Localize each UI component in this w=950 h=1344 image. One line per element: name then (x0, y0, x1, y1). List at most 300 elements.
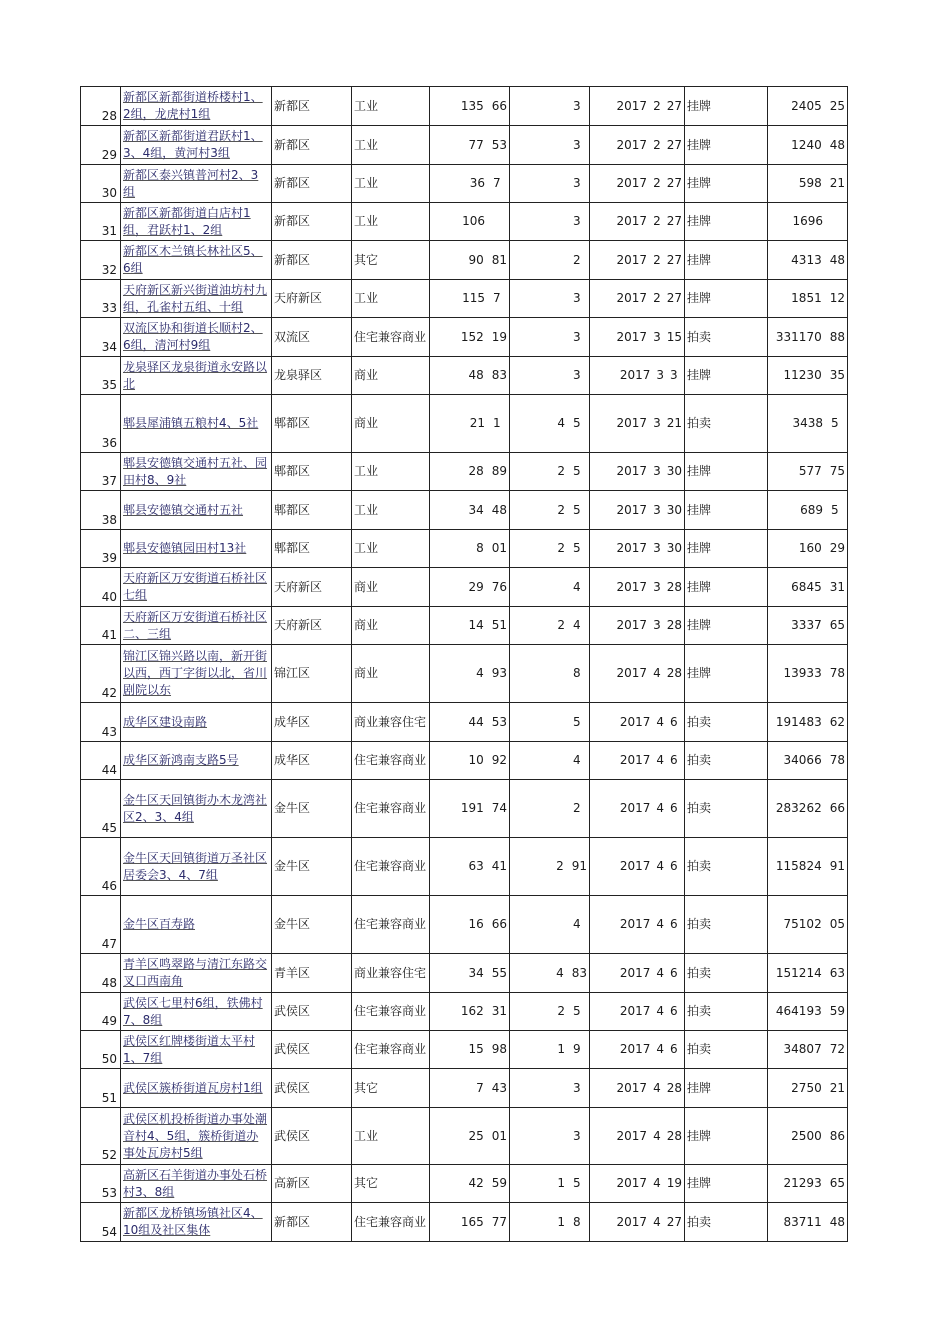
date-day: 27 (666, 137, 682, 152)
plot-ratio-integer: 4 (556, 965, 564, 980)
parcel-location-link[interactable]: 武侯区红牌楼街道太平村1、7组 (121, 1031, 272, 1069)
district-cell: 金牛区 (272, 838, 352, 896)
plot-ratio-fraction: 4 (573, 753, 581, 767)
plot-ratio-fraction: 5 (573, 714, 581, 729)
area-integer: 77 (468, 137, 484, 152)
area-fraction: 66 (491, 98, 507, 113)
area-integer: 21 (469, 416, 485, 430)
date-month: 4 (656, 859, 664, 873)
date-day: 6 (670, 965, 678, 980)
row-number: 47 (81, 896, 121, 954)
table-row (81, 568, 848, 607)
price-fraction: 66 (829, 801, 845, 815)
land-use-cell: 住宅兼容商业 (352, 1031, 430, 1069)
area-fraction: 01 (491, 1128, 507, 1143)
price-integer: 191483 (775, 714, 822, 729)
plot-ratio-integer: 2 (556, 859, 564, 873)
date-day: 6 (670, 917, 678, 931)
parcel-location-link[interactable]: 郫县安德镇交通村五社、园田村8、9社 (121, 453, 272, 491)
row-number: 38 (81, 491, 121, 530)
transfer-mode-cell: 挂牌 (685, 530, 768, 568)
date-month: 3 (653, 541, 661, 555)
parcel-location-link[interactable]: 龙泉驿区龙泉街道永安路以北 (121, 357, 272, 395)
date-month: 2 (653, 98, 661, 113)
area-fraction: 53 (491, 137, 507, 152)
date-month: 3 (653, 579, 661, 594)
parcel-location-link[interactable]: 新都区木兰镇长林社区5、6组 (121, 241, 272, 280)
date-cell (590, 530, 685, 568)
land-use-cell: 商业 (352, 357, 430, 395)
area-cell (430, 896, 510, 954)
date-cell (590, 241, 685, 280)
price-cell (768, 954, 848, 993)
date-cell (590, 838, 685, 896)
date-day: 30 (666, 541, 682, 555)
district-cell: 双流区 (272, 318, 352, 357)
parcel-location-link[interactable]: 青羊区鸣翠路与清江东路交叉口西南角 (121, 954, 272, 993)
date-day: 3 (670, 368, 678, 382)
date-day: 19 (666, 1176, 682, 1190)
plot-ratio-integer: 1 (557, 1176, 565, 1190)
plot-ratio-fraction: 8 (573, 1214, 581, 1229)
area-cell (430, 568, 510, 607)
parcel-location-link[interactable]: 新都区新都街道君跃村1、3、4组，黄河村3组 (121, 126, 272, 165)
date-cell (590, 607, 685, 645)
area-integer: 7 (476, 1080, 484, 1095)
area-integer: 90 (468, 252, 484, 267)
parcel-location-link[interactable]: 武侯区簇桥街道瓦房村1组 (121, 1069, 272, 1108)
price-fraction: 21 (829, 1080, 845, 1095)
plot-ratio-fraction: 91 (571, 859, 587, 873)
date-month: 4 (656, 1004, 664, 1018)
price-cell (768, 568, 848, 607)
area-integer: 152 (460, 329, 484, 344)
date-year: 2017 (616, 98, 648, 113)
plot-ratio-cell (510, 993, 590, 1031)
plot-ratio-cell (510, 530, 590, 568)
date-cell (590, 742, 685, 780)
parcel-location-link[interactable]: 金牛区天回镇街办木龙湾社区2、3、4组 (121, 780, 272, 838)
plot-ratio-cell (510, 126, 590, 165)
parcel-location-link[interactable]: 成华区建设南路 (121, 703, 272, 742)
table-row (81, 607, 848, 645)
area-integer: 8 (476, 541, 484, 555)
price-cell (768, 203, 848, 241)
plot-ratio-cell (510, 838, 590, 896)
price-integer: 160 (798, 541, 822, 555)
row-number: 39 (81, 530, 121, 568)
district-cell: 郫都区 (272, 453, 352, 491)
plot-ratio-fraction: 8 (573, 666, 581, 680)
row-number: 42 (81, 645, 121, 703)
price-cell (768, 742, 848, 780)
parcel-location-link[interactable]: 新都区泰兴镇普河村2、3组 (121, 165, 272, 203)
plot-ratio-cell (510, 645, 590, 703)
row-number: 31 (81, 203, 121, 241)
area-fraction: 83 (491, 368, 507, 382)
district-cell: 高新区 (272, 1165, 352, 1203)
parcel-location-link[interactable]: 锦江区锦兴路以南，新开街以西，西丁字街以北，省川剧院以东 (121, 645, 272, 703)
table-row (81, 780, 848, 838)
plot-ratio-fraction: 5 (573, 502, 581, 517)
plot-ratio-integer: 2 (557, 618, 565, 632)
district-cell: 新都区 (272, 165, 352, 203)
plot-ratio-fraction: 3 (573, 214, 581, 228)
parcel-location-link[interactable]: 金牛区天回镇街道万圣社区居委会3、4、7组 (121, 838, 272, 896)
land-use-cell: 工业 (352, 1108, 430, 1165)
parcel-location-link[interactable]: 天府新区万安街道石桥社区七组 (121, 568, 272, 607)
price-cell (768, 126, 848, 165)
area-cell (430, 318, 510, 357)
table-row (81, 1031, 848, 1069)
date-month: 2 (653, 252, 661, 267)
district-cell: 龙泉驿区 (272, 357, 352, 395)
plot-ratio-cell (510, 241, 590, 280)
plot-ratio-fraction: 2 (573, 252, 581, 267)
date-year: 2017 (616, 618, 648, 632)
date-day: 27 (666, 176, 682, 190)
price-integer: 115824 (775, 859, 822, 873)
price-cell (768, 491, 848, 530)
price-fraction: 91 (829, 859, 845, 873)
date-month: 3 (653, 502, 661, 517)
area-cell (430, 357, 510, 395)
area-cell (430, 1203, 510, 1242)
date-day: 30 (666, 464, 682, 478)
transfer-mode-cell: 拍卖 (685, 395, 768, 453)
parcel-location-link[interactable]: 成华区新鸿南支路5号 (121, 742, 272, 780)
table-row (81, 395, 848, 453)
land-use-cell: 其它 (352, 1165, 430, 1203)
table-row (81, 530, 848, 568)
row-number: 29 (81, 126, 121, 165)
parcel-location-link[interactable]: 郫县安德镇交通村五社 (121, 491, 272, 530)
price-cell (768, 1031, 848, 1069)
district-cell: 新都区 (272, 203, 352, 241)
date-year: 2017 (616, 137, 648, 152)
date-month: 4 (656, 1042, 664, 1056)
date-day: 15 (666, 329, 682, 344)
parcel-location-link[interactable]: 高新区石羊街道办事处石桥村3、8组 (121, 1165, 272, 1203)
row-number: 28 (81, 87, 121, 126)
date-year: 2017 (619, 1004, 651, 1018)
row-number: 36 (81, 395, 121, 453)
land-use-cell: 住宅兼容商业 (352, 742, 430, 780)
row-number: 54 (81, 1203, 121, 1242)
price-cell (768, 838, 848, 896)
parcel-location-link[interactable]: 新都区新都街道桥楼村1、2组，龙虎村1组 (121, 87, 272, 126)
table-row (81, 703, 848, 742)
price-cell (768, 280, 848, 318)
row-number: 44 (81, 742, 121, 780)
area-fraction: 7 (493, 291, 501, 305)
price-integer: 34807 (783, 1042, 822, 1056)
land-use-cell: 工业 (352, 530, 430, 568)
price-fraction: 86 (829, 1128, 845, 1143)
table-row (81, 954, 848, 993)
date-day: 27 (666, 214, 682, 228)
parcel-location-link[interactable]: 郫县安德镇园田村13社 (121, 530, 272, 568)
transfer-mode-cell: 挂牌 (685, 126, 768, 165)
price-integer: 464193 (775, 1004, 822, 1018)
transfer-mode-cell: 拍卖 (685, 703, 768, 742)
land-use-cell: 住宅兼容商业 (352, 318, 430, 357)
price-fraction: 5 (831, 502, 839, 517)
date-month: 4 (653, 666, 661, 680)
price-integer: 34066 (783, 753, 822, 767)
area-cell (430, 1031, 510, 1069)
price-fraction (831, 213, 845, 230)
transfer-mode-cell: 拍卖 (685, 954, 768, 993)
price-integer: 83711 (783, 1214, 822, 1229)
price-fraction: 12 (829, 291, 845, 305)
land-use-cell: 住宅兼容商业 (352, 1203, 430, 1242)
price-fraction: 78 (829, 666, 845, 680)
district-cell: 青羊区 (272, 954, 352, 993)
area-fraction: 43 (491, 1080, 507, 1095)
plot-ratio-cell (510, 165, 590, 203)
price-fraction: 48 (829, 1214, 845, 1229)
area-fraction: 74 (491, 801, 507, 815)
date-month: 2 (653, 137, 661, 152)
area-cell (430, 280, 510, 318)
date-day: 27 (666, 98, 682, 113)
district-cell: 新都区 (272, 241, 352, 280)
transfer-mode-cell: 挂牌 (685, 645, 768, 703)
area-cell (430, 954, 510, 993)
plot-ratio-cell (510, 87, 590, 126)
date-year: 2017 (616, 176, 648, 190)
area-cell (430, 780, 510, 838)
area-integer: 106 (462, 214, 485, 228)
plot-ratio-cell (510, 1069, 590, 1108)
area-cell (430, 607, 510, 645)
transfer-mode-cell: 挂牌 (685, 87, 768, 126)
area-integer: 16 (468, 917, 484, 931)
date-cell (590, 318, 685, 357)
area-fraction: 51 (491, 618, 507, 632)
plot-ratio-fraction: 4 (573, 917, 581, 931)
land-use-cell: 工业 (352, 126, 430, 165)
transfer-mode-cell: 挂牌 (685, 1069, 768, 1108)
area-cell (430, 645, 510, 703)
price-integer: 2750 (791, 1080, 822, 1095)
price-fraction: 48 (829, 137, 845, 152)
land-use-cell: 商业 (352, 395, 430, 453)
table-row (81, 280, 848, 318)
date-month: 2 (653, 176, 661, 190)
area-cell (430, 1165, 510, 1203)
district-cell: 成华区 (272, 742, 352, 780)
district-cell: 金牛区 (272, 780, 352, 838)
date-year: 2017 (616, 1080, 648, 1095)
plot-ratio-fraction: 5 (573, 541, 581, 555)
area-cell (430, 530, 510, 568)
land-use-cell: 住宅兼容商业 (352, 993, 430, 1031)
price-cell (768, 1108, 848, 1165)
plot-ratio-integer: 1 (557, 1042, 565, 1056)
date-year: 2017 (616, 329, 648, 344)
plot-ratio-cell (510, 1108, 590, 1165)
table-row (81, 838, 848, 896)
plot-ratio-fraction: 3 (573, 137, 581, 152)
district-cell: 新都区 (272, 87, 352, 126)
district-cell: 武侯区 (272, 993, 352, 1031)
date-month: 4 (656, 801, 664, 815)
price-cell (768, 165, 848, 203)
date-cell (590, 165, 685, 203)
transfer-mode-cell: 拍卖 (685, 838, 768, 896)
table-row (81, 87, 848, 126)
date-day: 21 (666, 416, 682, 430)
plot-ratio-cell (510, 453, 590, 491)
district-cell: 武侯区 (272, 1108, 352, 1165)
area-integer: 162 (460, 1004, 484, 1018)
price-cell (768, 241, 848, 280)
table-row (81, 126, 848, 165)
row-number: 41 (81, 607, 121, 645)
area-fraction: 31 (491, 1004, 507, 1018)
plot-ratio-cell (510, 780, 590, 838)
parcel-location-link[interactable]: 天府新区万安街道石桥社区二、三组 (121, 607, 272, 645)
price-integer: 331170 (775, 329, 822, 344)
date-day: 6 (670, 1042, 678, 1056)
price-cell (768, 395, 848, 453)
parcel-location-link[interactable]: 天府新区新兴街道油坊村九组，孔雀村五组、十组 (121, 280, 272, 318)
plot-ratio-fraction: 2 (573, 801, 581, 815)
plot-ratio-cell (510, 1203, 590, 1242)
plot-ratio-cell (510, 703, 590, 742)
date-cell (590, 395, 685, 453)
row-number: 50 (81, 1031, 121, 1069)
area-integer: 10 (468, 753, 484, 767)
price-fraction: 75 (829, 464, 845, 478)
date-year: 2017 (619, 801, 651, 815)
date-year: 2017 (616, 666, 648, 680)
table-row (81, 645, 848, 703)
date-month: 3 (656, 368, 664, 382)
plot-ratio-integer: 2 (557, 502, 565, 517)
date-year: 2017 (616, 291, 648, 305)
plot-ratio-cell (510, 954, 590, 993)
date-year: 2017 (619, 859, 651, 873)
plot-ratio-cell (510, 896, 590, 954)
table-row (81, 165, 848, 203)
price-cell (768, 607, 848, 645)
table-row (81, 1165, 848, 1203)
price-cell (768, 703, 848, 742)
parcel-location-link[interactable]: 武侯区七里村6组，铁佛村7、8组 (121, 993, 272, 1031)
land-use-cell: 其它 (352, 241, 430, 280)
area-fraction: 48 (491, 502, 507, 517)
area-integer: 4 (476, 666, 484, 680)
date-month: 3 (653, 464, 661, 478)
transfer-mode-cell: 挂牌 (685, 1108, 768, 1165)
row-number: 51 (81, 1069, 121, 1108)
area-integer: 165 (460, 1214, 484, 1229)
transfer-mode-cell: 挂牌 (685, 1165, 768, 1203)
area-fraction: 19 (491, 329, 507, 344)
plot-ratio-cell (510, 491, 590, 530)
area-integer: 36 (469, 176, 485, 190)
date-day: 6 (670, 801, 678, 815)
plot-ratio-cell (510, 280, 590, 318)
date-month: 4 (656, 917, 664, 931)
table-row (81, 742, 848, 780)
price-cell (768, 453, 848, 491)
date-year: 2017 (619, 917, 651, 931)
district-cell: 天府新区 (272, 280, 352, 318)
table-row (81, 453, 848, 491)
land-use-cell: 住宅兼容商业 (352, 896, 430, 954)
plot-ratio-cell (510, 357, 590, 395)
parcel-location-link[interactable]: 郫县犀浦镇五粮村4、5社 (121, 395, 272, 453)
price-integer: 75102 (783, 917, 822, 931)
plot-ratio-fraction: 5 (573, 464, 581, 478)
date-year: 2017 (616, 464, 648, 478)
plot-ratio-cell (510, 742, 590, 780)
table-row (81, 896, 848, 954)
area-fraction: 98 (491, 1042, 507, 1056)
plot-ratio-fraction: 9 (573, 1042, 581, 1056)
area-fraction: 53 (491, 714, 507, 729)
parcel-location-link[interactable]: 新都区新都街道白店村1组，君跃村1、2组 (121, 203, 272, 241)
date-day: 28 (666, 1080, 682, 1095)
date-day: 6 (670, 714, 678, 729)
date-year: 2017 (616, 579, 648, 594)
area-integer: 14 (468, 618, 484, 632)
transfer-mode-cell: 拍卖 (685, 896, 768, 954)
price-integer: 6845 (791, 579, 822, 594)
row-number: 34 (81, 318, 121, 357)
parcel-location-link[interactable]: 双流区协和街道长顺村2、6组，清河村9组 (121, 318, 272, 357)
parcel-location-link[interactable]: 金牛区百寿路 (121, 896, 272, 954)
price-integer: 283262 (775, 801, 822, 815)
area-fraction: 76 (491, 579, 507, 594)
plot-ratio-integer: 4 (557, 416, 565, 430)
area-integer: 115 (462, 291, 485, 305)
land-use-cell: 商业 (352, 607, 430, 645)
row-number: 40 (81, 568, 121, 607)
district-cell: 郫都区 (272, 395, 352, 453)
date-month: 4 (653, 1214, 661, 1229)
date-month: 4 (653, 1176, 661, 1190)
district-cell: 郫都区 (272, 491, 352, 530)
price-integer: 3337 (791, 618, 822, 632)
district-cell: 新都区 (272, 126, 352, 165)
parcel-location-link[interactable]: 新都区龙桥镇场镇社区4、10组及社区集体 (121, 1203, 272, 1242)
plot-ratio-cell (510, 568, 590, 607)
district-cell: 武侯区 (272, 1069, 352, 1108)
area-cell (430, 395, 510, 453)
area-fraction: 66 (491, 917, 507, 931)
date-day: 27 (666, 252, 682, 267)
date-cell (590, 280, 685, 318)
price-fraction: 35 (829, 368, 845, 382)
date-cell (590, 1069, 685, 1108)
date-cell (590, 1165, 685, 1203)
date-year: 2017 (616, 214, 648, 228)
area-fraction: 7 (493, 176, 501, 190)
transfer-mode-cell: 挂牌 (685, 607, 768, 645)
price-cell (768, 318, 848, 357)
date-day: 6 (670, 1004, 678, 1018)
plot-ratio-integer: 2 (557, 1004, 565, 1018)
parcel-location-link[interactable]: 武侯区机投桥街道办事处潮音村4、5组，簇桥街道办事处瓦房村5组 (121, 1108, 272, 1165)
price-fraction: 62 (829, 714, 845, 729)
date-month: 2 (653, 291, 661, 305)
area-cell (430, 838, 510, 896)
